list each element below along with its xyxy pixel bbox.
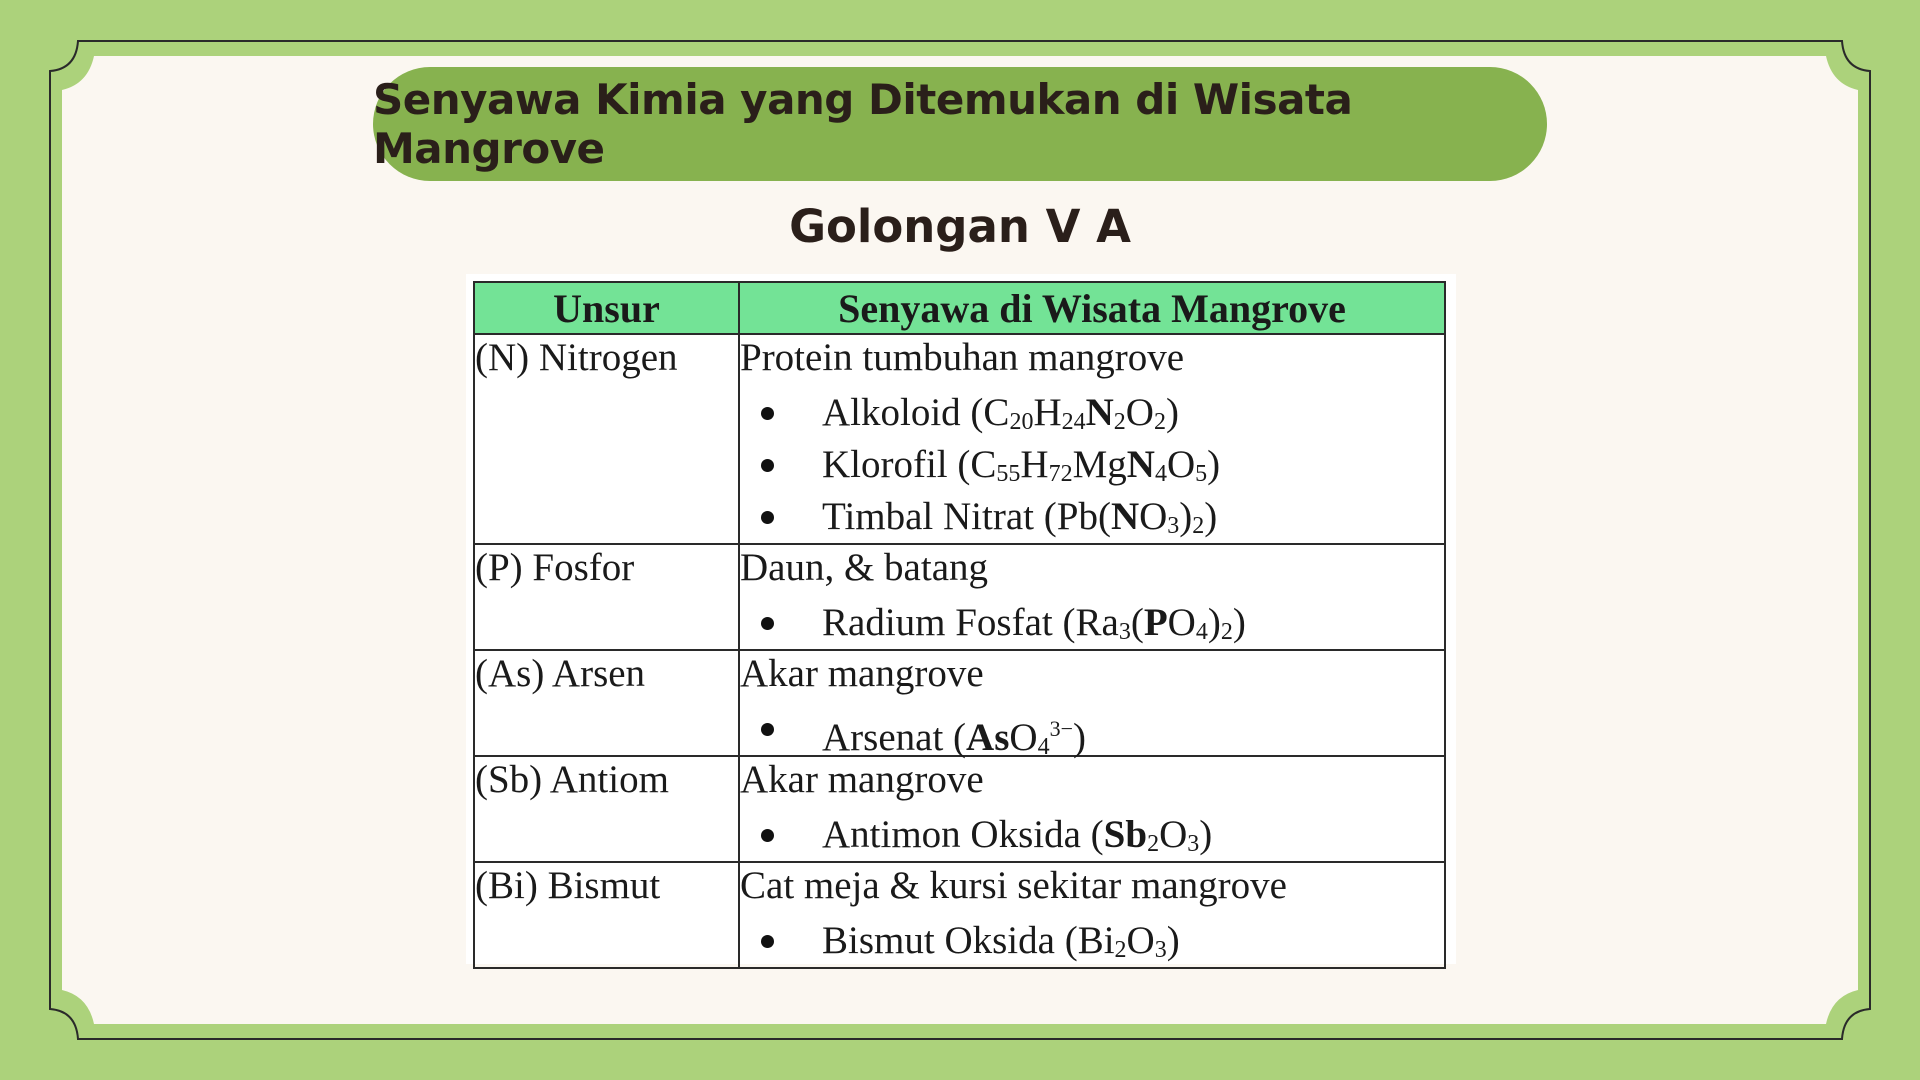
page-title: Senyawa Kimia yang Ditemukan di Wisata Mangrove	[373, 75, 1353, 173]
compound-item: Klorofil (C55H72MgN4O5)	[740, 439, 1444, 491]
table-header-row	[474, 282, 1445, 334]
bullet-icon	[761, 935, 774, 948]
element-compound-table	[473, 281, 1446, 969]
formula-subscript: 4	[1154, 461, 1167, 487]
bullet-icon	[761, 723, 774, 736]
chemical-formula	[970, 443, 1207, 486]
formula-superscript: 3−	[1049, 716, 1073, 741]
table-row	[474, 650, 1445, 756]
formula-subscript: 2	[1192, 513, 1205, 539]
formula-symbol: C	[983, 391, 1010, 434]
chemical-formula	[983, 391, 1166, 434]
formula-symbol: )	[1179, 495, 1193, 538]
table-row	[474, 862, 1445, 968]
compound-name: Alkoloid	[822, 391, 961, 434]
formula-symbol: N	[1110, 495, 1140, 538]
bullet-icon	[761, 407, 774, 420]
column-header-compounds: Senyawa di Wisata Mangrove	[739, 282, 1445, 334]
formula-symbol: P	[1143, 601, 1168, 644]
table-row	[474, 544, 1445, 650]
compound-name: Timbal Nitrat	[822, 495, 1034, 538]
compounds-cell	[739, 334, 1445, 544]
formula-symbol: N	[1126, 443, 1155, 486]
formula-symbol: O	[1167, 601, 1196, 644]
group-subtitle: Golongan V A	[789, 200, 1131, 253]
chemical-formula	[966, 716, 1073, 759]
bullet-icon	[761, 459, 774, 472]
compound-name: Radium Fosfat	[822, 601, 1053, 644]
formula-symbol: H	[1020, 443, 1049, 486]
formula-symbol: O	[1126, 919, 1155, 962]
formula-symbol: O	[1009, 716, 1038, 759]
element-cell: (N) Nitrogen	[474, 334, 739, 544]
formula-subscript: 5	[1195, 461, 1208, 487]
formula-symbol: N	[1085, 391, 1114, 434]
table-container	[466, 274, 1456, 964]
table-body	[474, 334, 1445, 968]
bullet-icon	[761, 617, 774, 630]
element-cell: (P) Fosfor	[474, 544, 739, 650]
bullet-icon	[761, 511, 774, 524]
compound-item: Alkoloid (C20H24N2O2)	[740, 387, 1444, 439]
formula-symbol: (	[1130, 601, 1144, 644]
compound-name: Arsenat	[822, 716, 944, 759]
formula-subscript: 2	[1147, 831, 1160, 857]
source-text: Cat meja & kursi sekitar mangrove	[740, 864, 1287, 907]
title-banner	[373, 67, 1547, 181]
compounds-cell	[739, 862, 1445, 968]
chemical-formula	[1078, 919, 1167, 962]
formula-symbol: As	[966, 716, 1010, 759]
chemical-formula	[1104, 813, 1200, 856]
source-text: Protein tumbuhan mangrove	[740, 336, 1185, 379]
element-cell: (Bi) Bismut	[474, 862, 739, 968]
formula-subscript: 24	[1061, 409, 1086, 435]
formula-subscript: 20	[1009, 409, 1034, 435]
formula-symbol: Sb	[1103, 813, 1148, 856]
compound-item: Arsenat $(AsO4^{3-})$	[740, 703, 1444, 755]
table-row	[474, 756, 1445, 862]
compounds-cell	[739, 544, 1445, 650]
chemical-formula	[1076, 601, 1233, 644]
formula-symbol: O	[1159, 813, 1188, 856]
formula-symbol: O	[1125, 391, 1154, 434]
compound-item: Bismut Oksida (Bi2O3)	[740, 915, 1444, 967]
formula-symbol: )	[1207, 601, 1221, 644]
bullet-icon	[761, 829, 774, 842]
formula-symbol: H	[1033, 391, 1062, 434]
source-text: Daun, & batang	[740, 546, 989, 589]
chemical-formula	[1057, 495, 1205, 538]
source-text: Akar mangrove	[740, 652, 984, 695]
formula-subscript: 3	[1154, 937, 1167, 963]
formula-subscript: 4	[1037, 734, 1050, 760]
compound-item: Radium Fosfat (Ra3(PO4)2)	[740, 597, 1444, 649]
element-cell: (Sb) Antiom	[474, 756, 739, 862]
formula-symbol: Mg	[1072, 443, 1127, 486]
formula-subscript: 3	[1118, 619, 1131, 645]
formula-subscript: 2	[1153, 409, 1166, 435]
formula-subscript: 55	[996, 461, 1021, 487]
formula-symbol: O	[1139, 495, 1168, 538]
formula-subscript: 2	[1220, 619, 1233, 645]
formula-subscript: 2	[1114, 937, 1127, 963]
element-cell: (As) Arsen	[474, 650, 739, 756]
formula-symbol: Bi	[1077, 919, 1115, 962]
formula-subscript: 3	[1167, 513, 1180, 539]
formula-symbol: Pb(	[1056, 495, 1111, 538]
formula-subscript: 2	[1113, 409, 1126, 435]
formula-subscript: 3	[1187, 831, 1200, 857]
formula-subscript: 4	[1195, 619, 1208, 645]
compounds-cell	[739, 650, 1445, 760]
column-header-element: Unsur	[474, 282, 739, 334]
compound-name: Bismut Oksida	[822, 919, 1055, 962]
source-text: Akar mangrove	[740, 758, 984, 801]
compounds-cell	[739, 756, 1445, 862]
compound-item: Timbal Nitrat (Pb(NO3)2)	[740, 491, 1444, 543]
formula-symbol: Ra	[1075, 601, 1119, 644]
formula-subscript: 72	[1048, 461, 1073, 487]
formula-symbol: C	[970, 443, 997, 486]
compound-name: Antimon Oksida	[822, 813, 1081, 856]
formula-symbol: O	[1166, 443, 1196, 486]
compound-item: Antimon Oksida (Sb2O3)	[740, 809, 1444, 861]
compound-name: Klorofil	[822, 443, 948, 486]
table-row	[474, 334, 1445, 544]
